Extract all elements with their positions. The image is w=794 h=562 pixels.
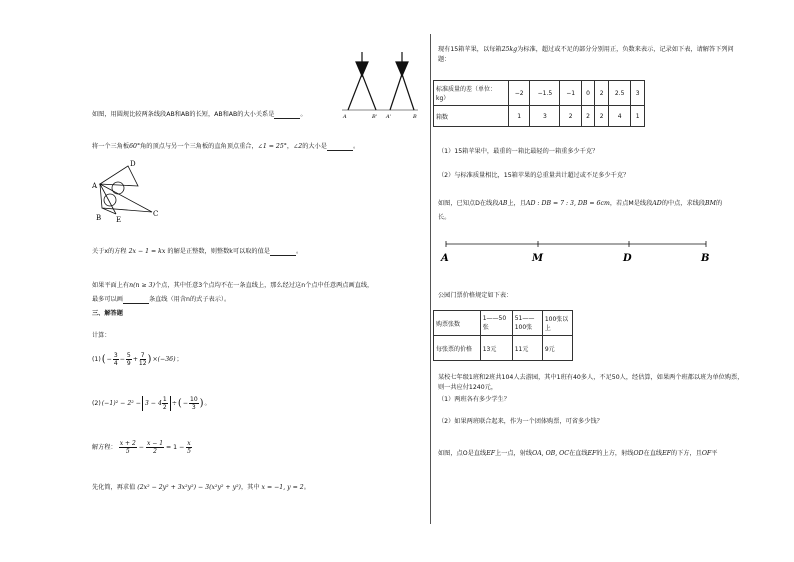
compass-label-b: B (413, 114, 417, 120)
table-cell: 2.5 (608, 81, 630, 106)
question-boxes: 现有15箱苹果，以每箱25kg为标准，超过或不足的部分分别用正，负数来表示，记录如下表，请解答下列问 (438, 46, 734, 53)
triangle-label-c: C (153, 210, 159, 218)
table-cell: 2 (581, 106, 595, 127)
table-cell: 2 (595, 81, 609, 106)
table-cell: 1 (631, 106, 645, 127)
point-label-m: M (532, 253, 544, 264)
point-label-b: B (701, 253, 710, 264)
table-cell: 3 (530, 106, 560, 127)
column-divider (430, 34, 431, 524)
table-cell: 13元 (480, 336, 512, 361)
school-subquestion-1: （1）两班各有多少学生？ (438, 396, 510, 403)
table-row (434, 336, 573, 361)
compass-figure (340, 50, 420, 122)
table-cell: 0 (581, 81, 595, 106)
triangle-figure (90, 158, 162, 224)
question-boxes-line2: 题： (438, 56, 451, 63)
question-equation: 关于x的方程 2x − 1 = kx 的解是正整数，则整数k可以取的值是 。 (92, 248, 303, 255)
table-cell: 2 (595, 106, 609, 127)
calc-2: (2) (−1)² − 2² − 3 − 4 $\frac{1}{2}$ ÷ ( − $\frac{10}{3}$ ) 。 (92, 396, 211, 411)
answer-blank[interactable] (270, 249, 296, 256)
calc-label: 计算： (92, 332, 111, 339)
question-line-segment: 如图，已知点D在线段AB上，且AD : DB = 7 : 3, DB = 6cm，若点M是线段AD的中点，求线段BM的 (438, 200, 723, 207)
compass-label-a1: A' (386, 114, 391, 120)
section-heading: 三、解答题 (92, 310, 123, 317)
compass-label-b1: B' (372, 114, 378, 120)
compass-label-a: A (343, 114, 347, 120)
answer-blank[interactable] (123, 297, 149, 304)
table-cell: 2 (560, 106, 581, 127)
table-cell: −1.5 (530, 81, 560, 106)
point-label-d: D (623, 253, 632, 264)
table-cell: −2 (509, 81, 530, 106)
subquestion-2: （2）与标准质量相比，15箱苹果的总重量共计超过或不足多少千克？ (438, 172, 630, 179)
calc-1: (1) ( − $\frac{3}{4}$ − $\frac{5}{9}$ + $\frac{7}{12}$ ) ×(−36) ； (92, 352, 183, 367)
table-cell: 1——50张 (480, 311, 512, 336)
table-cell: 9元 (542, 336, 572, 361)
solve-equation: 解方程： $\frac{x + 2}{5}$ − $\frac{x - 1}{2}$ = 1 − $\frac{x}{5}$ (92, 440, 191, 455)
question-rays: 如图，点O是直线EF上一点，射线OA, OB, OC在直线EF的上方，射线OD在直线EF的下方，且OF平 (438, 450, 718, 457)
question-triangle: 将一个三角板60°角的顶点与另一个三角板的直角顶点重合，∠1 = 25°，∠2的大小是 。 (92, 143, 360, 150)
table-cell: 51——100张 (512, 311, 542, 336)
table-cell: 11元 (512, 336, 542, 361)
table-row (434, 106, 645, 127)
school-subquestion-2: （2）如果两班联合起来，作为一个团体购票，可省多少钱？ (438, 418, 603, 425)
table-cell: 3 (631, 81, 645, 106)
table-row (434, 81, 645, 106)
triangle-label-b: B (96, 214, 102, 222)
park-title: 公园门票价格规定如下表： (438, 292, 513, 299)
question-points: 如果平面上有n(n ≥ 3)个点，其中任意3个点均不在一条直线上，那么经过这n个点中任意两点画直线， (92, 282, 374, 289)
triangle-label-a: A (92, 182, 98, 190)
table-cell: 购票张数 (434, 311, 481, 336)
table-cell: 4 (608, 106, 630, 127)
answer-blank[interactable] (274, 112, 300, 119)
weight-table (433, 80, 645, 127)
table-cell: 每张票的价格 (434, 336, 481, 361)
question-line-segment-line2: 长。 (438, 214, 451, 221)
table-cell: 箱数 (434, 106, 509, 127)
table-row (434, 311, 573, 336)
triangle-label-d: D (130, 160, 136, 168)
simplify-question: 先化简，再求值 (2x² − 2y² + 3x²y²) − 3(x²y² + y²)，其中 x = −1, y = 2。 (92, 484, 310, 491)
point-label-a: A (441, 253, 449, 264)
table-cell: 标准质量的差（单位：kg） (434, 81, 509, 106)
table-cell: 1 (509, 106, 530, 127)
ticket-table (433, 310, 573, 361)
question-compass: 如图，用圆规比较两条线段AB和AB的长短，AB和AB的大小关系是 。 (92, 111, 307, 118)
school-question: 某校七年级1班和2班共104人去游园，其中1班有40多人，不足50人，经估算，如果两个班都以班为单位购票， (438, 374, 744, 381)
school-question-line2: 则一共应付1240元， (438, 384, 498, 391)
segment-figure (438, 236, 714, 266)
table-cell: 100张以上 (542, 311, 572, 336)
table-cell: −1 (560, 81, 581, 106)
triangle-label-e: E (116, 216, 122, 224)
answer-blank[interactable] (327, 144, 353, 151)
subquestion-1: （1）15箱苹果中，最重的一箱比最轻的一箱重多少千克？ (438, 148, 599, 155)
question-points-line2: 最多可以画 条直线（用含n的式子表示）。 (92, 296, 231, 303)
